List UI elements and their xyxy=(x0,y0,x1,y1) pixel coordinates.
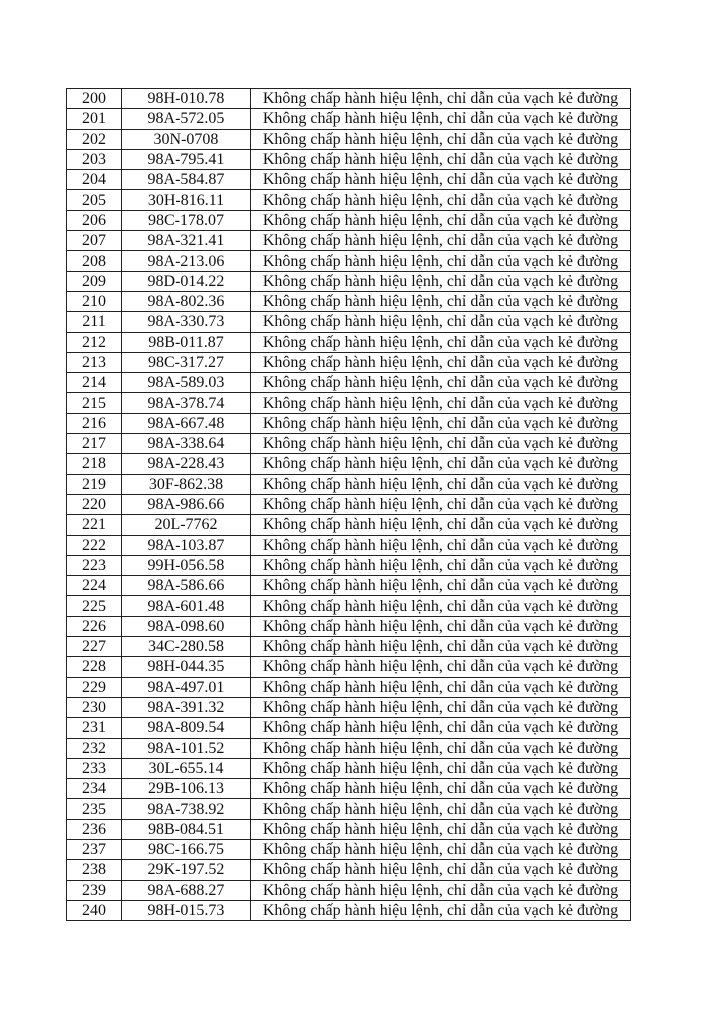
table-row xyxy=(67,637,631,657)
violation-cell: Không chấp hành hiệu lệnh, chỉ dẫn của vạch kẻ đường xyxy=(251,697,631,717)
violation-cell: Không chấp hành hiệu lệnh, chỉ dẫn của vạch kẻ đường xyxy=(251,352,631,372)
license-plate-cell: 98A-103.87 xyxy=(122,535,251,555)
table-row xyxy=(67,697,631,717)
table-row xyxy=(67,779,631,799)
row-number-cell: 223 xyxy=(67,555,122,575)
row-number-cell: 201 xyxy=(67,109,122,129)
license-plate-cell: 30H-816.11 xyxy=(122,190,251,210)
row-number-cell: 215 xyxy=(67,393,122,413)
license-plate-cell: 30F-862.38 xyxy=(122,474,251,494)
violation-cell: Không chấp hành hiệu lệnh, chỉ dẫn của vạch kẻ đường xyxy=(251,231,631,251)
table-row xyxy=(67,129,631,149)
row-number-cell: 205 xyxy=(67,190,122,210)
row-number-cell: 200 xyxy=(67,89,122,109)
row-number-cell: 237 xyxy=(67,839,122,859)
table-row xyxy=(67,109,631,129)
license-plate-cell: 98H-015.73 xyxy=(122,900,251,920)
row-number-cell: 224 xyxy=(67,576,122,596)
table-row xyxy=(67,352,631,372)
table-row xyxy=(67,555,631,575)
row-number-cell: 220 xyxy=(67,494,122,514)
violation-cell: Không chấp hành hiệu lệnh, chỉ dẫn của vạch kẻ đường xyxy=(251,393,631,413)
table-row xyxy=(67,434,631,454)
row-number-cell: 212 xyxy=(67,332,122,352)
violation-cell: Không chấp hành hiệu lệnh, chỉ dẫn của vạch kẻ đường xyxy=(251,291,631,311)
violation-cell: Không chấp hành hiệu lệnh, chỉ dẫn của vạch kẻ đường xyxy=(251,555,631,575)
violation-cell: Không chấp hành hiệu lệnh, chỉ dẫn của vạch kẻ đường xyxy=(251,616,631,636)
table-row xyxy=(67,535,631,555)
license-plate-cell: 98C-317.27 xyxy=(122,352,251,372)
violation-cell: Không chấp hành hiệu lệnh, chỉ dẫn của vạch kẻ đường xyxy=(251,799,631,819)
table-row xyxy=(67,758,631,778)
row-number-cell: 240 xyxy=(67,900,122,920)
license-plate-cell: 98H-044.35 xyxy=(122,657,251,677)
table-row xyxy=(67,373,631,393)
license-plate-cell: 98A-738.92 xyxy=(122,799,251,819)
row-number-cell: 230 xyxy=(67,697,122,717)
row-number-cell: 219 xyxy=(67,474,122,494)
row-number-cell: 209 xyxy=(67,271,122,291)
row-number-cell: 207 xyxy=(67,231,122,251)
license-plate-cell: 34C-280.58 xyxy=(122,637,251,657)
violation-cell: Không chấp hành hiệu lệnh, chỉ dẫn của vạch kẻ đường xyxy=(251,900,631,920)
violation-cell: Không chấp hành hiệu lệnh, chỉ dẫn của vạch kẻ đường xyxy=(251,129,631,149)
license-plate-cell: 98A-586.66 xyxy=(122,576,251,596)
row-number-cell: 239 xyxy=(67,880,122,900)
row-number-cell: 238 xyxy=(67,860,122,880)
violation-cell: Không chấp hành hiệu lệnh, chỉ dẫn của vạch kẻ đường xyxy=(251,596,631,616)
table-row xyxy=(67,738,631,758)
table-row xyxy=(67,231,631,251)
row-number-cell: 217 xyxy=(67,434,122,454)
row-number-cell: 232 xyxy=(67,738,122,758)
row-number-cell: 231 xyxy=(67,718,122,738)
row-number-cell: 227 xyxy=(67,637,122,657)
table-row xyxy=(67,494,631,514)
license-plate-cell: 98B-011.87 xyxy=(122,332,251,352)
row-number-cell: 202 xyxy=(67,129,122,149)
violation-cell: Không chấp hành hiệu lệnh, chỉ dẫn của vạch kẻ đường xyxy=(251,271,631,291)
license-plate-cell: 98A-802.36 xyxy=(122,291,251,311)
row-number-cell: 214 xyxy=(67,373,122,393)
license-plate-cell: 98A-795.41 xyxy=(122,149,251,169)
row-number-cell: 208 xyxy=(67,251,122,271)
violation-cell: Không chấp hành hiệu lệnh, chỉ dẫn của vạch kẻ đường xyxy=(251,373,631,393)
license-plate-cell: 98A-378.74 xyxy=(122,393,251,413)
violation-cell: Không chấp hành hiệu lệnh, chỉ dẫn của vạch kẻ đường xyxy=(251,718,631,738)
violation-cell: Không chấp hành hiệu lệnh, chỉ dẫn của vạch kẻ đường xyxy=(251,677,631,697)
violation-cell: Không chấp hành hiệu lệnh, chỉ dẫn của vạch kẻ đường xyxy=(251,779,631,799)
table-row xyxy=(67,880,631,900)
license-plate-cell: 98C-178.07 xyxy=(122,210,251,230)
row-number-cell: 228 xyxy=(67,657,122,677)
table-row xyxy=(67,900,631,920)
violation-cell: Không chấp hành hiệu lệnh, chỉ dẫn của vạch kẻ đường xyxy=(251,819,631,839)
row-number-cell: 218 xyxy=(67,454,122,474)
row-number-cell: 210 xyxy=(67,291,122,311)
violation-cell: Không chấp hành hiệu lệnh, chỉ dẫn của vạch kẻ đường xyxy=(251,149,631,169)
row-number-cell: 203 xyxy=(67,149,122,169)
table-row xyxy=(67,677,631,697)
violations-table xyxy=(66,88,631,921)
row-number-cell: 211 xyxy=(67,312,122,332)
table-row xyxy=(67,860,631,880)
violation-cell: Không chấp hành hiệu lệnh, chỉ dẫn của vạch kẻ đường xyxy=(251,251,631,271)
table-row xyxy=(67,474,631,494)
license-plate-cell: 98A-338.64 xyxy=(122,434,251,454)
table-row xyxy=(67,657,631,677)
violation-cell: Không chấp hành hiệu lệnh, chỉ dẫn của vạch kẻ đường xyxy=(251,880,631,900)
violation-cell: Không chấp hành hiệu lệnh, chỉ dẫn của vạch kẻ đường xyxy=(251,576,631,596)
table-row xyxy=(67,332,631,352)
license-plate-cell: 98D-014.22 xyxy=(122,271,251,291)
violation-cell: Không chấp hành hiệu lệnh, chỉ dẫn của vạch kẻ đường xyxy=(251,637,631,657)
license-plate-cell: 29K-197.52 xyxy=(122,860,251,880)
table-row xyxy=(67,576,631,596)
violation-cell: Không chấp hành hiệu lệnh, chỉ dẫn của vạch kẻ đường xyxy=(251,89,631,109)
table-row xyxy=(67,596,631,616)
license-plate-cell: 98A-330.73 xyxy=(122,312,251,332)
license-plate-cell: 98A-584.87 xyxy=(122,170,251,190)
violation-cell: Không chấp hành hiệu lệnh, chỉ dẫn của vạch kẻ đường xyxy=(251,657,631,677)
row-number-cell: 222 xyxy=(67,535,122,555)
table-row xyxy=(67,312,631,332)
violation-cell: Không chấp hành hiệu lệnh, chỉ dẫn của vạch kẻ đường xyxy=(251,494,631,514)
violation-cell: Không chấp hành hiệu lệnh, chỉ dẫn của vạch kẻ đường xyxy=(251,190,631,210)
violation-cell: Không chấp hành hiệu lệnh, chỉ dẫn của vạch kẻ đường xyxy=(251,170,631,190)
violation-cell: Không chấp hành hiệu lệnh, chỉ dẫn của vạch kẻ đường xyxy=(251,454,631,474)
row-number-cell: 236 xyxy=(67,819,122,839)
table-row xyxy=(67,515,631,535)
license-plate-cell: 98A-098.60 xyxy=(122,616,251,636)
row-number-cell: 213 xyxy=(67,352,122,372)
license-plate-cell: 98A-228.43 xyxy=(122,454,251,474)
row-number-cell: 233 xyxy=(67,758,122,778)
violation-cell: Không chấp hành hiệu lệnh, chỉ dẫn của vạch kẻ đường xyxy=(251,109,631,129)
license-plate-cell: 30N-0708 xyxy=(122,129,251,149)
license-plate-cell: 98A-986.66 xyxy=(122,494,251,514)
violation-cell: Không chấp hành hiệu lệnh, chỉ dẫn của vạch kẻ đường xyxy=(251,332,631,352)
table-row xyxy=(67,454,631,474)
row-number-cell: 234 xyxy=(67,779,122,799)
license-plate-cell: 98A-667.48 xyxy=(122,413,251,433)
row-number-cell: 235 xyxy=(67,799,122,819)
table-row xyxy=(67,271,631,291)
violation-cell: Không chấp hành hiệu lệnh, chỉ dẫn của vạch kẻ đường xyxy=(251,312,631,332)
violation-cell: Không chấp hành hiệu lệnh, chỉ dẫn của vạch kẻ đường xyxy=(251,738,631,758)
license-plate-cell: 98A-213.06 xyxy=(122,251,251,271)
license-plate-cell: 98B-084.51 xyxy=(122,819,251,839)
violation-cell: Không chấp hành hiệu lệnh, chỉ dẫn của vạch kẻ đường xyxy=(251,535,631,555)
license-plate-cell: 98A-589.03 xyxy=(122,373,251,393)
row-number-cell: 204 xyxy=(67,170,122,190)
table-body xyxy=(67,89,631,921)
table-row xyxy=(67,291,631,311)
violation-cell: Không chấp hành hiệu lệnh, chỉ dẫn của vạch kẻ đường xyxy=(251,210,631,230)
row-number-cell: 221 xyxy=(67,515,122,535)
license-plate-cell: 98A-497.01 xyxy=(122,677,251,697)
violation-cell: Không chấp hành hiệu lệnh, chỉ dẫn của vạch kẻ đường xyxy=(251,413,631,433)
license-plate-cell: 98A-101.52 xyxy=(122,738,251,758)
violation-cell: Không chấp hành hiệu lệnh, chỉ dẫn của vạch kẻ đường xyxy=(251,839,631,859)
license-plate-cell: 30L-655.14 xyxy=(122,758,251,778)
license-plate-cell: 98A-809.54 xyxy=(122,718,251,738)
license-plate-cell: 98A-688.27 xyxy=(122,880,251,900)
license-plate-cell: 99H-056.58 xyxy=(122,555,251,575)
table-row xyxy=(67,210,631,230)
row-number-cell: 229 xyxy=(67,677,122,697)
license-plate-cell: 98A-391.32 xyxy=(122,697,251,717)
violation-cell: Không chấp hành hiệu lệnh, chỉ dẫn của vạch kẻ đường xyxy=(251,434,631,454)
license-plate-cell: 98H-010.78 xyxy=(122,89,251,109)
license-plate-cell: 98A-321.41 xyxy=(122,231,251,251)
table-row xyxy=(67,393,631,413)
table-row xyxy=(67,616,631,636)
license-plate-cell: 98C-166.75 xyxy=(122,839,251,859)
row-number-cell: 225 xyxy=(67,596,122,616)
violation-cell: Không chấp hành hiệu lệnh, chỉ dẫn của vạch kẻ đường xyxy=(251,474,631,494)
table-row xyxy=(67,819,631,839)
table-row xyxy=(67,839,631,859)
table-row xyxy=(67,170,631,190)
row-number-cell: 206 xyxy=(67,210,122,230)
violation-cell: Không chấp hành hiệu lệnh, chỉ dẫn của vạch kẻ đường xyxy=(251,860,631,880)
table-row xyxy=(67,149,631,169)
row-number-cell: 216 xyxy=(67,413,122,433)
license-plate-cell: 98A-601.48 xyxy=(122,596,251,616)
license-plate-cell: 29B-106.13 xyxy=(122,779,251,799)
table-row xyxy=(67,799,631,819)
violation-cell: Không chấp hành hiệu lệnh, chỉ dẫn của vạch kẻ đường xyxy=(251,515,631,535)
license-plate-cell: 20L-7762 xyxy=(122,515,251,535)
table-row xyxy=(67,413,631,433)
table-row xyxy=(67,89,631,109)
table-row xyxy=(67,718,631,738)
table-row xyxy=(67,251,631,271)
table-row xyxy=(67,190,631,210)
row-number-cell: 226 xyxy=(67,616,122,636)
license-plate-cell: 98A-572.05 xyxy=(122,109,251,129)
violation-cell: Không chấp hành hiệu lệnh, chỉ dẫn của vạch kẻ đường xyxy=(251,758,631,778)
